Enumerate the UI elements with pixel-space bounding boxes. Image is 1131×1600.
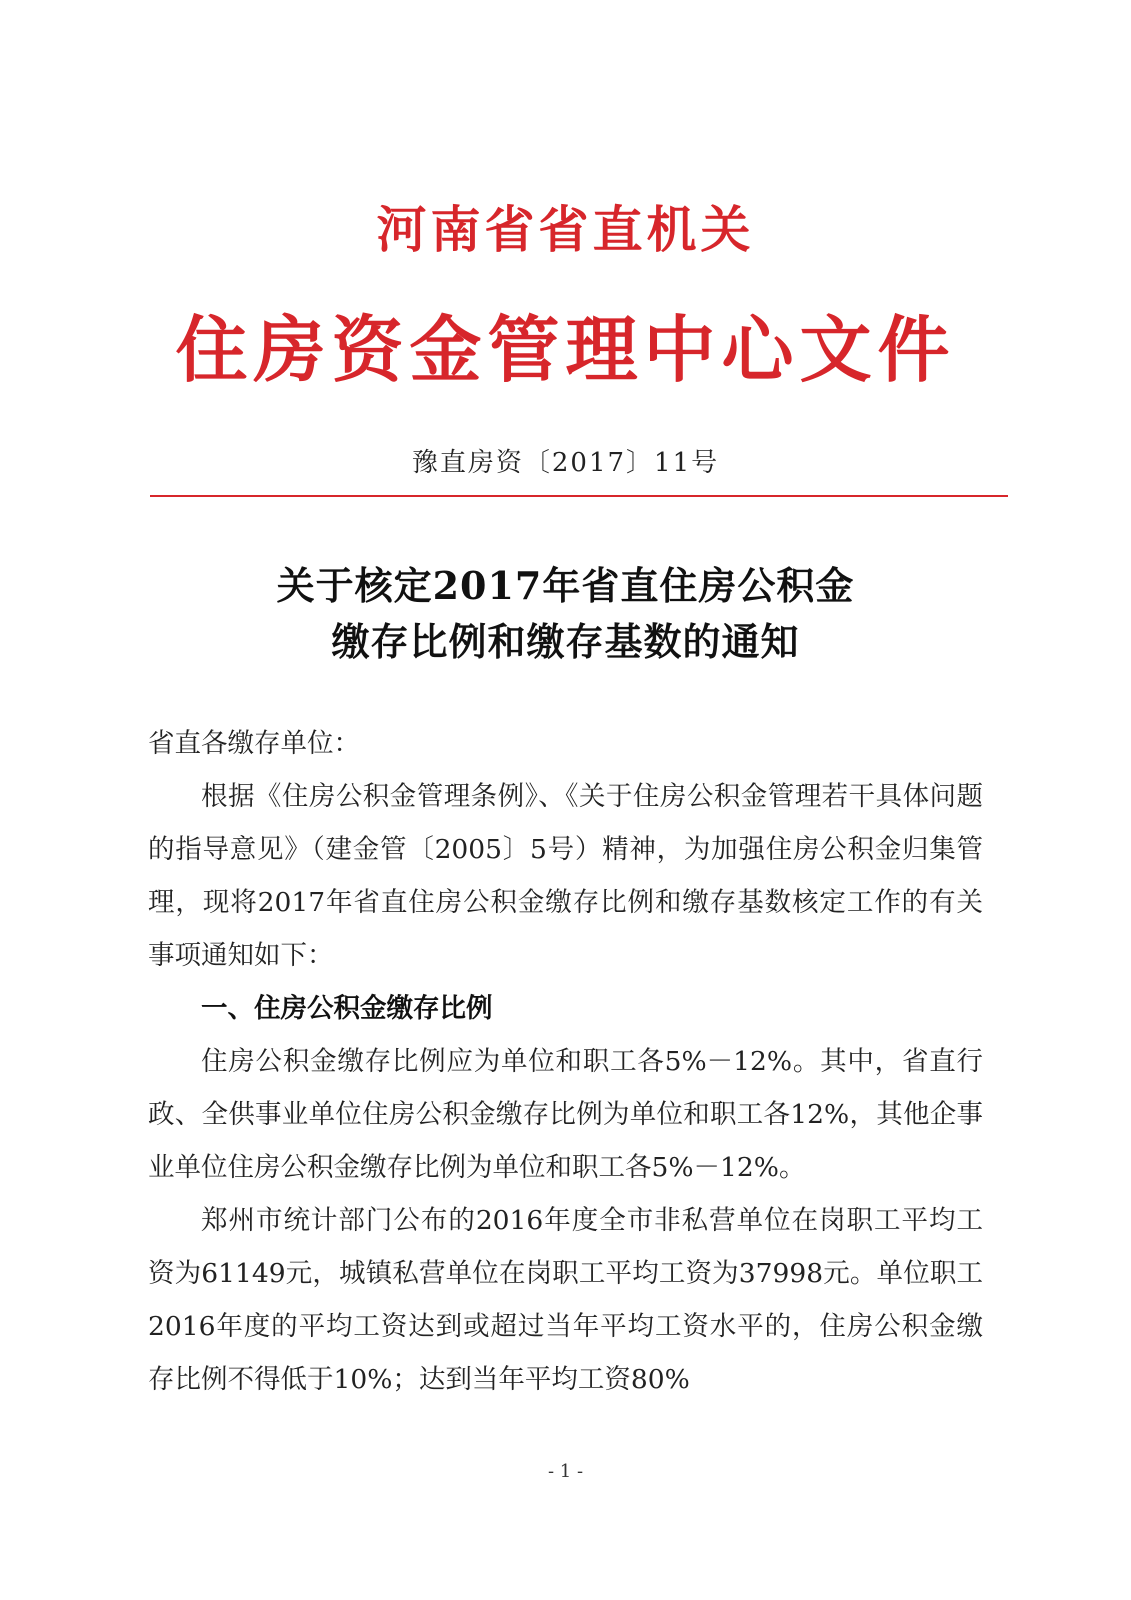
- average-wage-paragraph: 郑州市统计部门公布的2016年度全市非私营单位在岗职工平均工资为61149元，城镇私营单位在岗职工平均工资为37998元。单位职工2016年度的平均工资达到或超过当年平均工资水平的，住房公积金缴存比例不得低于10%；达到当年平均工资80%: [148, 1205, 983, 1395]
- document-number: 豫直房资〔2017〕11号: [411, 448, 720, 478]
- notice-title-line1: 关于核定2017年省直住房公积金: [276, 563, 855, 608]
- contribution-ratio-paragraph: 住房公积金缴存比例应为单位和职工各5%－12%。其中，省直行政、全供事业单位住房公积金缴存比例为单位和职工各12%，其他企事业单位住房公积金缴存比例为单位和职工各5%－12%。: [148, 1046, 983, 1183]
- intro-paragraph: 根据《住房公积金管理条例》、《关于住房公积金管理若干具体问题的指导意见》（建金管〔2005〕5号）精神，为加强住房公积金归集管理，现将2017年省直住房公积金缴存比例和缴存基数核定工作的有关事项通知如下：: [148, 781, 983, 971]
- section-heading-contribution-ratio: 一、住房公积金缴存比例: [201, 993, 493, 1024]
- document-body: [148, 717, 983, 1406]
- red-divider-line: [150, 495, 1008, 497]
- issuing-org-line1: 河南省省直机关: [376, 201, 755, 259]
- page-number: - 1 -: [547, 1461, 584, 1482]
- issuing-org-line2: 住房资金管理中心文件: [175, 308, 956, 392]
- notice-title-line2: 缴存比例和缴存基数的通知: [331, 619, 800, 664]
- salutation: 省直各缴存单位：: [148, 728, 360, 759]
